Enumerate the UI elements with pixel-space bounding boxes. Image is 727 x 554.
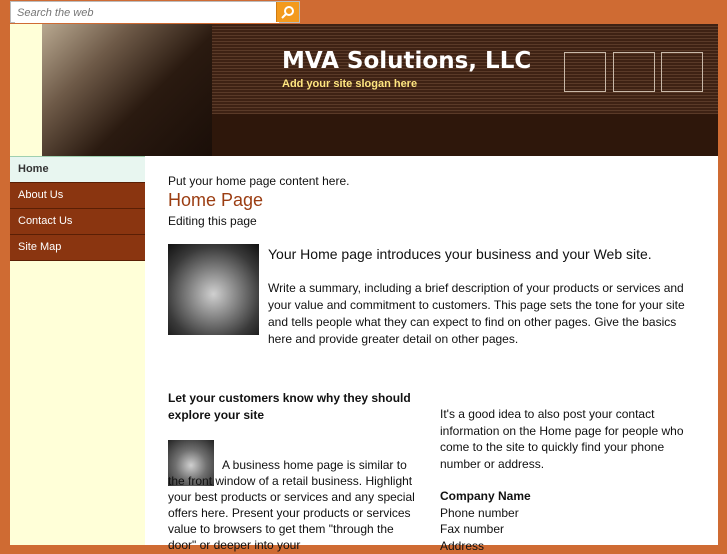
gear-image xyxy=(168,244,259,335)
fax-number: Fax number xyxy=(440,521,700,538)
nav-item-site-map[interactable]: Site Map xyxy=(10,235,145,261)
lead-text: Put your home page content here. xyxy=(168,174,708,188)
section-text: A business home page is similar to the front window of a retail business. Highlight your best products or services and any special offers here. Present your products or services value to browsers to get them "through the door" or deeper into your xyxy=(168,457,418,553)
nav-item-home[interactable]: Home xyxy=(10,156,145,183)
summary-text: Write a summary, including a brief description of your products or services and your value and commitment to customers. This page sets the tone for your site and tells people what they can expect to find on other pages. Give the basics here and provide greater detail on other pages. xyxy=(268,280,693,348)
page-subtitle: Editing this page xyxy=(168,214,708,228)
search-icon xyxy=(281,5,295,19)
site-slogan: Add your site slogan here xyxy=(282,78,417,90)
header-lower xyxy=(212,114,718,156)
top-strip xyxy=(0,0,727,24)
search-input[interactable] xyxy=(15,3,279,23)
main-nav xyxy=(10,156,145,261)
contact-text: It's a good idea to also post your contact information on the Home page for people who come to the site to quickly find your phone number or address. xyxy=(440,406,700,472)
search-button[interactable] xyxy=(276,2,299,22)
header-box xyxy=(613,52,655,92)
page xyxy=(10,24,718,545)
page-title: Home Page xyxy=(168,190,708,211)
site-header xyxy=(42,24,718,156)
main-content xyxy=(168,174,708,228)
address: Address xyxy=(440,538,700,554)
search-box xyxy=(10,1,300,23)
intro-text: Your Home page introduces your business and your Web site. xyxy=(268,246,688,262)
header-box xyxy=(661,52,703,92)
nav-item-about-us[interactable]: About Us xyxy=(10,183,145,209)
gavel-photo xyxy=(42,24,212,156)
header-box xyxy=(564,52,606,92)
nav-item-contact-us[interactable]: Contact Us xyxy=(10,209,145,235)
site-title: MVA Solutions, LLC xyxy=(282,48,531,74)
section-title: Let your customers know why they should explore your site xyxy=(168,390,418,424)
company-name: Company Name xyxy=(440,488,700,505)
contact-column xyxy=(440,406,700,554)
phone-number: Phone number xyxy=(440,505,700,522)
